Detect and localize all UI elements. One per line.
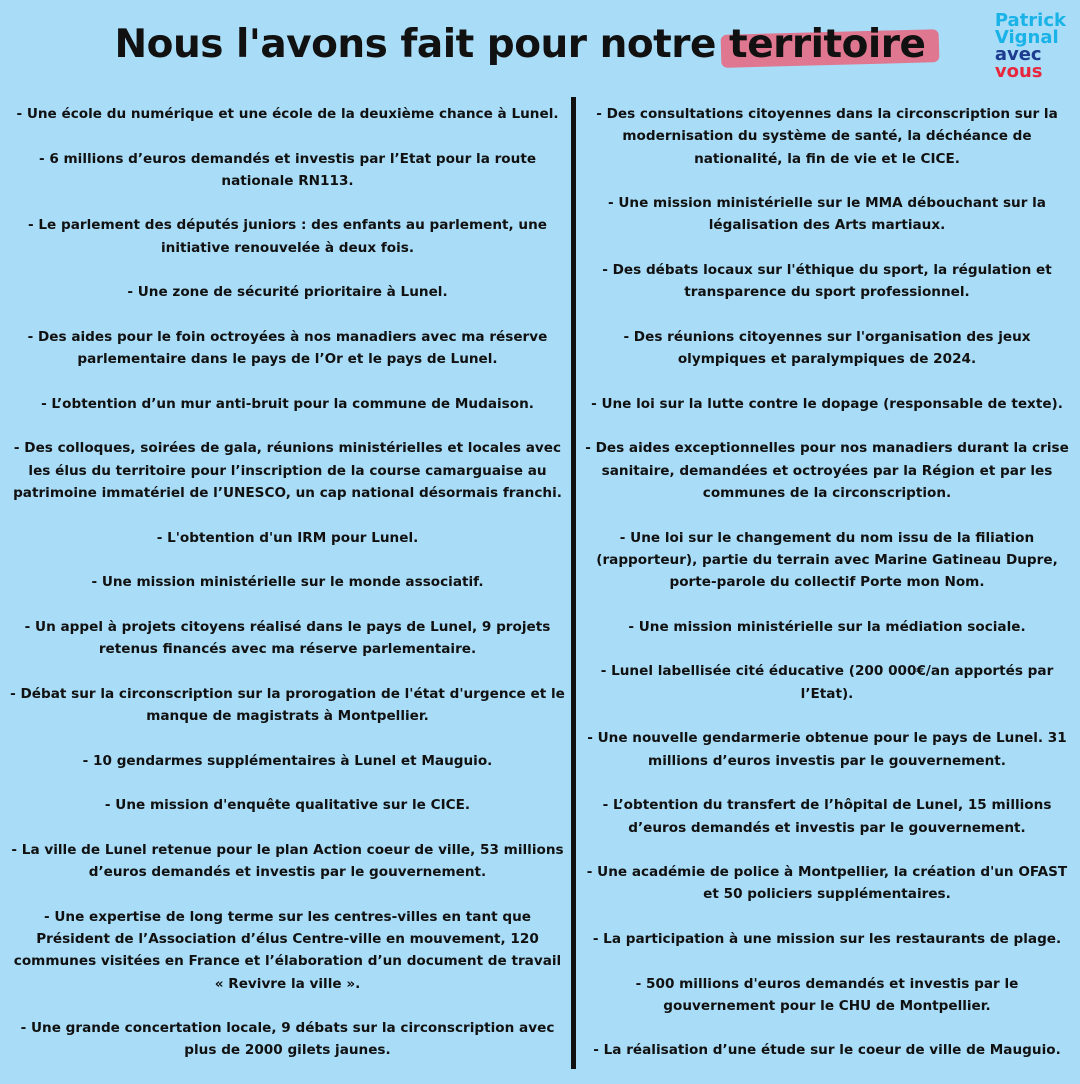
list-item: - Une expertise de long terme sur les centres-villes en tant que Président de l’Association d’élus Centre-ville en mouvement, 120 communes visitées en France et l’élaboration d’un document de travail « Revivre la ville ». [13,908,562,992]
list-item: - L'obtention d'un IRM pour Lunel. [156,529,419,546]
list-item: - Une mission ministérielle sur le monde associatif. [91,574,484,591]
list-item: - Débat sur la circonscription sur la prorogation de l'état d'urgence et le manque de magistrats à Montpellier. [10,685,565,725]
title-prefix: Nous l'avons fait pour notre [114,22,730,67]
list-item: - Une loi sur le changement du nom issu de la filiation (rapporteur), partie du terrain avec Marine Gatineau Dupre, porte-parole du collectif Porte mon Nom. [596,529,1058,591]
list-item: - La réalisation d’une étude sur le coeur de ville de Mauguio. [593,1042,1061,1059]
column-divider [571,97,576,1069]
list-item: - Une loi sur la lutte contre le dopage (responsable de texte). [591,395,1063,412]
list-item: - Une zone de sécurité prioritaire à Lunel. [127,284,448,301]
list-item: - Une école du numérique et une école de la deuxième chance à Lunel. [16,106,559,122]
list-item: - L’obtention du transfert de l’hôpital de Lunel, 15 millions d’euros demandés et investis par le gouvernement. [602,797,1052,836]
list-item: - Une académie de police à Montpellier, la création d'un OFAST et 50 policiers supplémentaires. [586,864,1068,903]
list-item: - Lunel labellisée cité éducative (200 000€/an apportés par l’Etat). [600,663,1054,702]
page-title [0,22,1040,67]
list-item: - 6 millions d’euros demandés et investis par l’Etat pour la route nationale RN113. [38,150,537,189]
list-item: - 500 millions d'euros demandés et investis par le gouvernement pour le CHU de Montpellier. [635,975,1019,1014]
logo-line-2: Vignal [994,27,1059,48]
list-item: - Des aides exceptionnelles pour nos manadiers durant la crise sanitaire, demandées et octroyées par la Région et par les communes de la circonscription. [585,440,1069,502]
title-highlight: territoire [729,22,926,67]
list-item: - Un appel à projets citoyens réalisé dans le pays de Lunel, 9 projets retenus financés avec ma réserve parlementaire. [24,618,551,658]
right-column [582,103,1072,1084]
list-item: - Des aides pour le foin octroyées à nos manadiers avec ma réserve parlementaire dans le pays de l’Or et le pays de Lunel. [27,328,548,368]
list-item: - Le parlement des députés juniors : des enfants au parlement, une initiative renouvelée à deux fois. [27,217,547,256]
list-item: - 10 gendarmes supplémentaires à Lunel et Mauguio. [82,752,493,769]
list-item: - Une nouvelle gendarmerie obtenue pour le pays de Lunel. 31 millions d’euros investis par le gouvernement. [587,730,1067,769]
list-item: - Des colloques, soirées de gala, réunions ministérielles et locales avec les élus du territoire pour l’inscription de la course camarguaise au patrimoine immatériel de l’UNESCO, un cap national désormais franchi. [13,440,562,502]
list-item: - Une mission d'enquête qualitative sur le CICE. [104,797,471,814]
list-item: - La ville de Lunel retenue pour le plan Action coeur de ville, 53 millions d’euros demandés et investis par le gouvernement. [11,841,564,881]
logo-line-3: avec [994,44,1042,65]
list-item: - Une mission ministérielle sur le MMA débouchant sur la légalisation des Arts martiaux. [608,195,1046,234]
list-item: - Des consultations citoyennes dans la circonscription sur la modernisation du système de santé, la déchéance de nationalité, la fin de vie et le CICE. [596,106,1058,167]
list-item: - Une mission ministérielle sur la médiation sociale. [628,618,1026,635]
list-item: - Des débats locaux sur l'éthique du sport, la régulation et transparence du sport professionnel. [602,262,1052,301]
left-column [10,103,565,1084]
logo-line-4: vous [994,61,1043,82]
campaign-logo [995,12,1066,80]
list-item: - La participation à une mission sur les restaurants de plage. [592,930,1062,947]
list-item: - Des réunions citoyennes sur l'organisation des jeux olympiques et paralympiques de 2024. [623,328,1031,368]
list-item: - L’obtention d’un mur anti-bruit pour la commune de Mudaison. [41,395,534,412]
logo-line-1: Patrick [994,10,1066,31]
list-item: - Une grande concertation locale, 9 débats sur la circonscription avec plus de 2000 gilets jaunes. [20,1020,555,1059]
